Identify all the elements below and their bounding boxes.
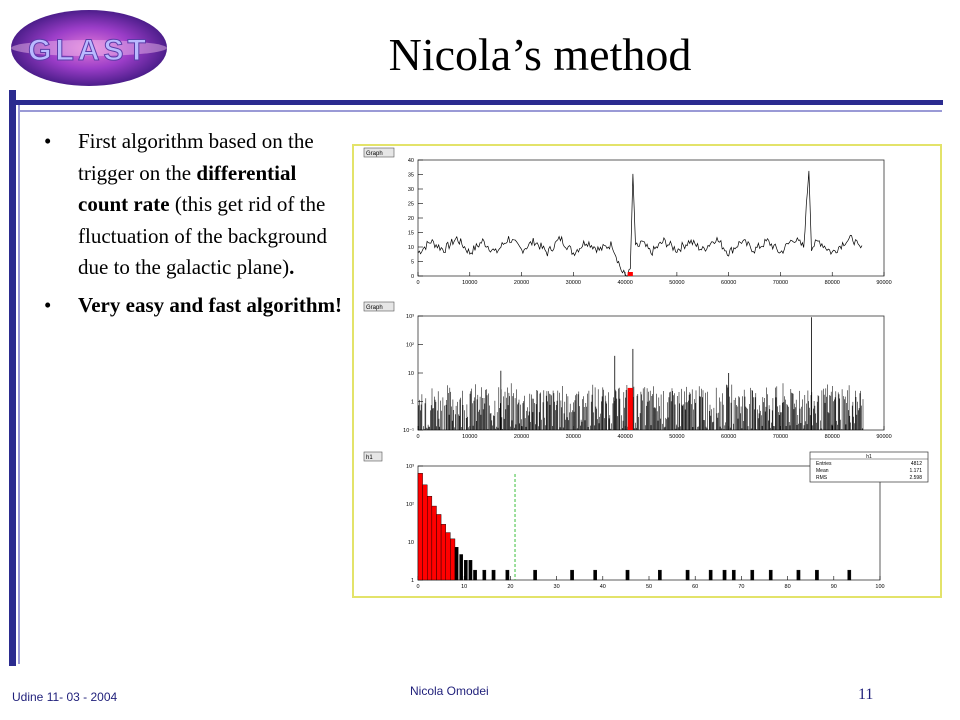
- x-tick-label: 0: [416, 584, 420, 590]
- hist-bar: [686, 570, 689, 580]
- left-accent-bar-inner: [18, 104, 20, 664]
- footer-date: Udine 11- 03 - 2004: [12, 690, 118, 704]
- logo-text: GLAST: [28, 34, 150, 67]
- x-tick-label: 80000: [824, 434, 840, 440]
- hist-bar: [473, 570, 476, 580]
- stats-header: h1: [866, 454, 872, 460]
- bullet-dot: •: [44, 129, 52, 153]
- hist-bar: [460, 554, 463, 580]
- x-tick-label: 60000: [721, 434, 737, 440]
- glast-logo: [8, 6, 170, 90]
- x-tick-label: 30000: [565, 280, 581, 286]
- hist-bar: [492, 570, 495, 580]
- stats-value: 2.598: [909, 475, 922, 481]
- hist-bar: [418, 473, 423, 580]
- hist-bar: [570, 570, 573, 580]
- y-tick-label: 40: [407, 158, 414, 164]
- analysis-figure: [352, 144, 942, 598]
- x-tick-label: 90: [830, 584, 837, 590]
- chart-title: Graph: [366, 151, 383, 157]
- y-tick-label: 10: [407, 371, 414, 377]
- y-tick-label: 0: [410, 274, 414, 280]
- hist-bar: [446, 533, 451, 580]
- hist-bar: [723, 570, 726, 580]
- bullet-text: First algorithm based on the trigger on the: [78, 129, 314, 185]
- x-tick-label: 90000: [876, 434, 892, 440]
- x-tick-label: 0: [416, 280, 420, 286]
- x-tick-label: 40000: [617, 434, 633, 440]
- x-tick-label: 40000: [617, 280, 633, 286]
- y-tick-label: 15: [407, 230, 414, 237]
- x-tick-label: 60000: [721, 280, 737, 286]
- y-tick-label: 10³: [406, 464, 414, 470]
- hist-bar: [483, 570, 486, 580]
- hist-bar: [534, 570, 537, 580]
- x-tick-label: 20000: [513, 280, 530, 286]
- x-tick-label: 10: [461, 584, 468, 590]
- bullet-text: (this get rid of the fluctuation of the background due to the galactic plane): [78, 192, 328, 279]
- x-tick-label: 30: [553, 584, 560, 590]
- hist-bar: [732, 570, 735, 580]
- x-tick-label: 30000: [565, 434, 581, 440]
- hist-bar: [751, 570, 754, 580]
- bullet-item: [44, 290, 344, 322]
- x-tick-label: 70000: [772, 434, 789, 440]
- hist-bar: [769, 570, 772, 580]
- stats-label: Entries: [816, 461, 832, 467]
- hist-bar: [709, 570, 712, 580]
- hist-bar: [464, 560, 467, 580]
- y-tick-label: 1: [410, 399, 414, 406]
- title-underline-bar: [9, 100, 943, 105]
- bullet-list: [44, 126, 344, 327]
- hist-bar: [594, 570, 597, 580]
- y-tick-label: 10³: [406, 314, 414, 320]
- y-tick-label: 35: [407, 172, 414, 179]
- stats-label: Mean: [816, 468, 829, 474]
- y-tick-label: 25: [407, 201, 414, 208]
- y-tick-label: 10: [407, 540, 414, 546]
- slide-title: Nicola’s method: [388, 29, 692, 80]
- stats-value: 4812: [910, 461, 922, 467]
- stats-label: RMS: [816, 475, 828, 481]
- y-tick-label: 20: [407, 216, 414, 222]
- plot-area: [418, 160, 884, 276]
- y-tick-label: 10: [407, 245, 414, 251]
- stats-value: 1.171: [909, 468, 922, 474]
- highlight-marker: [628, 388, 633, 430]
- y-tick-label: 10²: [406, 342, 414, 349]
- hist-bar: [432, 506, 437, 580]
- figure-svg: [354, 146, 940, 596]
- hist-bar: [450, 539, 455, 580]
- x-tick-label: 10000: [462, 280, 478, 286]
- hist-bar: [427, 496, 432, 580]
- x-tick-label: 80: [784, 584, 791, 590]
- x-tick-label: 10000: [462, 434, 478, 440]
- y-tick-label: 10²: [406, 502, 414, 508]
- hist-bar: [455, 547, 458, 580]
- x-tick-label: 50: [645, 584, 653, 590]
- page-number: 11: [858, 686, 874, 703]
- hist-bar: [441, 524, 446, 580]
- x-tick-label: 50000: [669, 280, 685, 286]
- bullet-text: differential count rate: [78, 160, 297, 216]
- x-tick-label: 90000: [876, 280, 892, 286]
- hist-bar: [506, 570, 509, 580]
- x-tick-label: 100: [875, 584, 885, 590]
- hist-bar: [658, 570, 661, 580]
- x-tick-label: 80000: [824, 280, 840, 286]
- y-tick-label: 30: [407, 187, 414, 193]
- x-tick-label: 50000: [669, 434, 685, 440]
- x-tick-label: 40: [599, 584, 606, 590]
- bullet-item: [44, 126, 344, 284]
- x-tick-label: 70: [738, 584, 745, 590]
- chart-title: Graph: [366, 305, 383, 311]
- bullet-text: .: [289, 255, 295, 279]
- hist-bar: [423, 485, 428, 580]
- hist-bar: [815, 570, 818, 580]
- hist-bar: [797, 570, 800, 580]
- x-tick-label: 20: [507, 584, 514, 590]
- hist-bar: [436, 514, 441, 580]
- x-tick-label: 20000: [513, 434, 530, 440]
- y-tick-label: 10⁻¹: [403, 428, 414, 434]
- x-tick-label: 60: [692, 584, 699, 590]
- bullet-dot: •: [44, 292, 52, 317]
- highlight-marker: [628, 272, 633, 276]
- left-accent-bar: [9, 90, 16, 666]
- y-tick-label: 1: [410, 578, 414, 584]
- hist-bar: [469, 560, 472, 580]
- x-tick-label: 70000: [772, 280, 789, 286]
- plot-area: [418, 466, 880, 580]
- y-tick-label: 5: [410, 259, 414, 266]
- x-tick-label: 0: [416, 434, 420, 440]
- hist-bar: [626, 570, 629, 580]
- footer-author: Nicola Omodei: [410, 684, 489, 698]
- hist-bar: [848, 570, 851, 580]
- chart-title: h1: [366, 455, 373, 461]
- bullet-text: Very easy and fast algorithm!: [78, 292, 343, 317]
- title-underline-bar-inner: [18, 110, 942, 112]
